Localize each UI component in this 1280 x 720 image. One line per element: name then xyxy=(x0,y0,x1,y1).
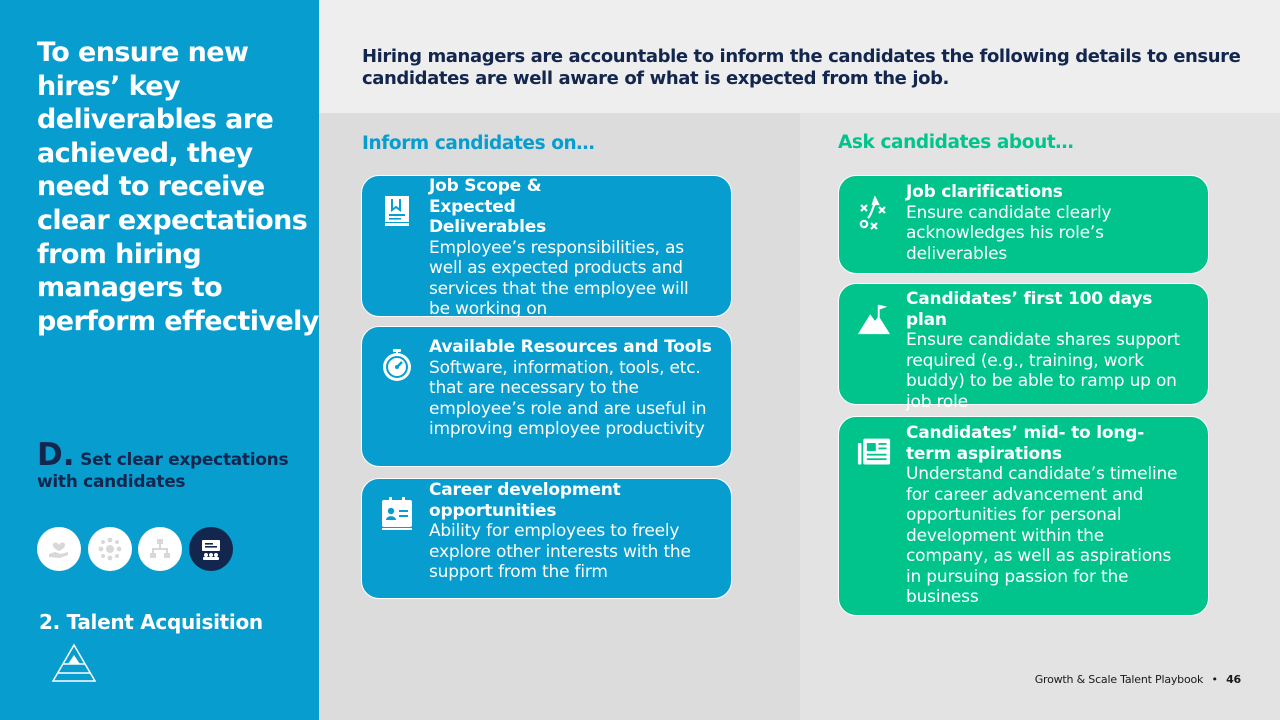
network-icon[interactable] xyxy=(88,527,132,571)
footer-text: Growth & Scale Talent Playbook xyxy=(1034,673,1204,686)
inform-heading: Inform candidates on… xyxy=(362,133,595,154)
footer-separator: • xyxy=(1211,673,1218,686)
card-title: Available Resources and Tools xyxy=(429,337,712,357)
page-number: 46 xyxy=(1226,673,1241,686)
card-description: Ensure candidate shares support required (e.g., training, work buddy) to be able to ramp up on job role xyxy=(906,330,1180,412)
card-career xyxy=(361,478,732,599)
book-icon xyxy=(380,194,414,228)
section-name: 2. Talent Acquisition xyxy=(39,610,263,634)
flowchart-icon[interactable] xyxy=(138,527,182,571)
card-resources xyxy=(361,326,732,467)
strategy-icon xyxy=(857,196,891,230)
footer xyxy=(1035,673,1241,686)
card-description: Ensure candidate clearly acknowledges his role’s deliverables xyxy=(906,202,1112,264)
presentation-icon[interactable] xyxy=(189,527,233,571)
card-job-scope xyxy=(361,175,732,317)
card-100-days-plan xyxy=(838,283,1209,412)
section-text: Set clear expectations with candidates xyxy=(37,450,289,492)
id-card-icon xyxy=(380,497,414,531)
intro-text: Hiring managers are accountable to inform the candidates the following details to ensure candidates are well aware of what is expected from the job. xyxy=(362,46,1241,89)
card-aspirations xyxy=(838,416,1209,616)
mountain-flag-icon xyxy=(857,302,891,336)
card-description: Ability for employees to freely explore other interests with the support from the firm xyxy=(429,521,691,582)
card-title: Job Scope & Expected Deliverables xyxy=(429,176,547,237)
card-description: Employee’s responsibilities, as well as expected products and services that the employee will be working on xyxy=(429,237,689,319)
section-heading xyxy=(37,437,307,493)
card-job-clarifications xyxy=(838,175,1209,274)
card-description: Understand candidate’s timeline for career advancement and opportunities for personal development within the company, as well as aspirations in pursuing passion for the business xyxy=(906,464,1178,607)
section-letter: D. xyxy=(37,437,75,473)
newspaper-icon xyxy=(857,435,891,469)
card-title: Candidates’ mid- to long-term aspirations xyxy=(906,423,1145,464)
sidebar-title: To ensure new hires’ key deliverables are achieved, they need to receive clear expectations from hiring managers to perform effectively xyxy=(37,37,319,337)
card-title: Candidates’ first 100 days plan xyxy=(906,289,1153,330)
card-description: Software, information, tools, etc. that are necessary to the employee’s role and are useful in improving employee productivity xyxy=(429,357,707,439)
pyramid-logo-icon xyxy=(51,643,97,687)
stopwatch-icon xyxy=(380,348,414,382)
hand-heart-icon[interactable] xyxy=(37,527,81,571)
ask-heading: Ask candidates about… xyxy=(838,132,1074,153)
card-title: Job clarifications xyxy=(906,182,1063,202)
card-title: Career development opportunities xyxy=(429,480,621,521)
